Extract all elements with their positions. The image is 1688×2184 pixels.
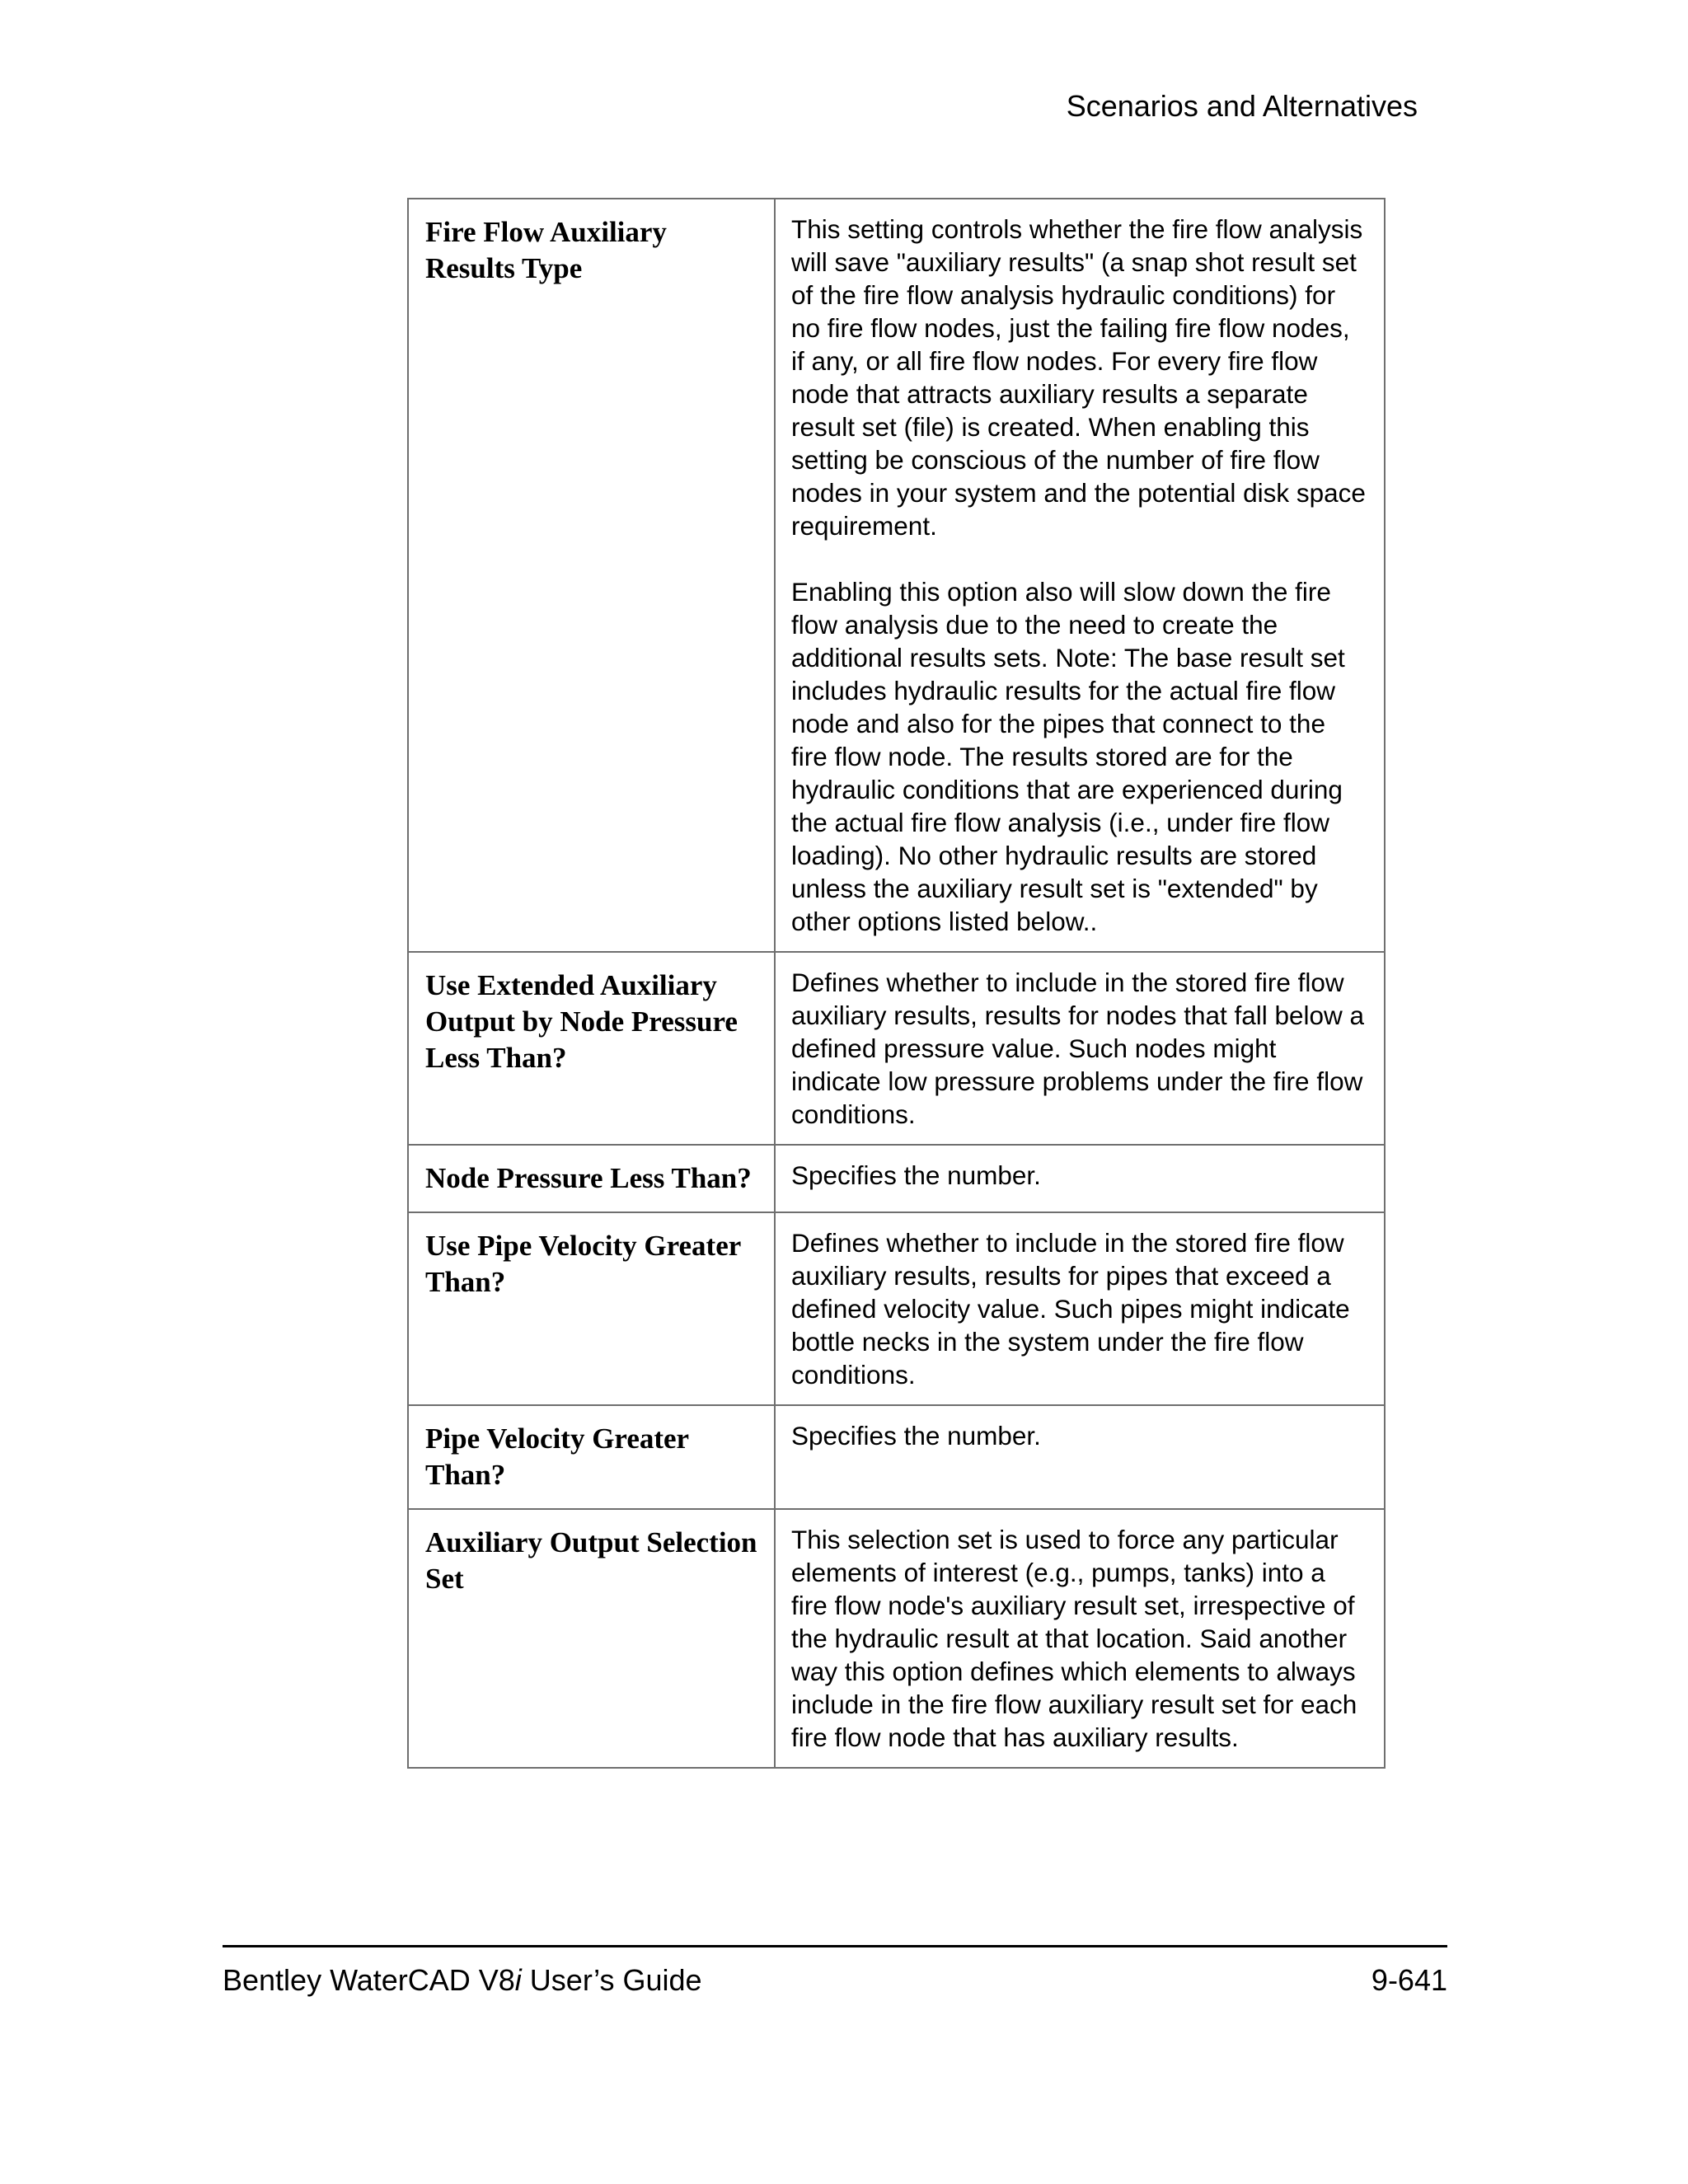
table-row	[408, 1212, 1385, 1405]
description-cell	[775, 1145, 1385, 1212]
footer-guide-italic: i	[514, 1963, 522, 1997]
footer-divider	[223, 1945, 1447, 1947]
table-row	[408, 1509, 1385, 1768]
table-row	[408, 1145, 1385, 1212]
term-cell: Use Extended Auxiliary Output by Node Pressure Less Than?	[408, 952, 775, 1145]
description-paragraph: Specifies the number.	[791, 1160, 1041, 1190]
description-paragraph: Enabling this option also will slow down the fire flow analysis due to the need to create the additional results sets. Note: The base result set includes hydraulic results for the actual fire flow node and also for the pipes that connect to the fire flow node. The results stored are for the hydraulic conditions that are experienced during the actual fire flow analysis (i.e., under fire flow loading). No other hydraulic results are stored unless the auxiliary result set is "extended" by other options listed below..	[791, 577, 1345, 936]
term-cell: Use Pipe Velocity Greater Than?	[408, 1212, 775, 1405]
description-paragraph: Defines whether to include in the stored fire flow auxiliary results, results for pipes that exceed a defined velocity value. Such pipes might indicate bottle necks in the system under the fire flow conditions.	[791, 1228, 1350, 1390]
description-cell	[775, 199, 1385, 952]
table-row	[408, 199, 1385, 952]
description-paragraph: Specifies the number.	[791, 1421, 1041, 1451]
description-paragraph: Defines whether to include in the stored fire flow auxiliary results, results for nodes that fall below a defined pressure value. Such nodes might indicate low pressure problems under the fire flow conditions.	[791, 968, 1365, 1129]
term-cell: Auxiliary Output Selection Set	[408, 1509, 775, 1768]
footer-guide-prefix: Bentley WaterCAD V8	[223, 1963, 515, 1997]
page-header-section-title: Scenarios and Alternatives	[1066, 89, 1418, 123]
description-cell	[775, 1212, 1385, 1405]
term-cell: Node Pressure Less Than?	[408, 1145, 775, 1212]
table-row	[408, 952, 1385, 1145]
term-cell: Fire Flow Auxiliary Results Type	[408, 199, 775, 952]
footer-page-number: 9-641	[1371, 1963, 1447, 1997]
parameter-table	[407, 198, 1386, 1769]
description-paragraph: This setting controls whether the fire flow analysis will save "auxiliary results" (a snap shot result set of the fire flow analysis hydraulic conditions) for no fire flow nodes, just the failing fire flow nodes, if any, or all fire flow nodes. For every fire flow node that attracts auxiliary results a separate result set (file) is created. When enabling this setting be conscious of the number of fire flow nodes in your system and the potential disk space requirement.	[791, 214, 1366, 541]
footer-guide-suffix: User’s Guide	[521, 1963, 702, 1997]
description-cell	[775, 1405, 1385, 1509]
description-cell	[775, 952, 1385, 1145]
description-paragraph: This selection set is used to force any particular elements of interest (e.g., pumps, tanks) into a fire flow node's auxiliary result set, irrespective of the hydraulic result at that location. Said another way this option defines which elements to always include in the fire flow auxiliary result set for each fire flow node that has auxiliary results.	[791, 1525, 1357, 1752]
description-cell	[775, 1509, 1385, 1768]
table-row	[408, 1405, 1385, 1509]
footer-guide-title	[223, 1963, 702, 1998]
term-cell: Pipe Velocity Greater Than?	[408, 1405, 775, 1509]
